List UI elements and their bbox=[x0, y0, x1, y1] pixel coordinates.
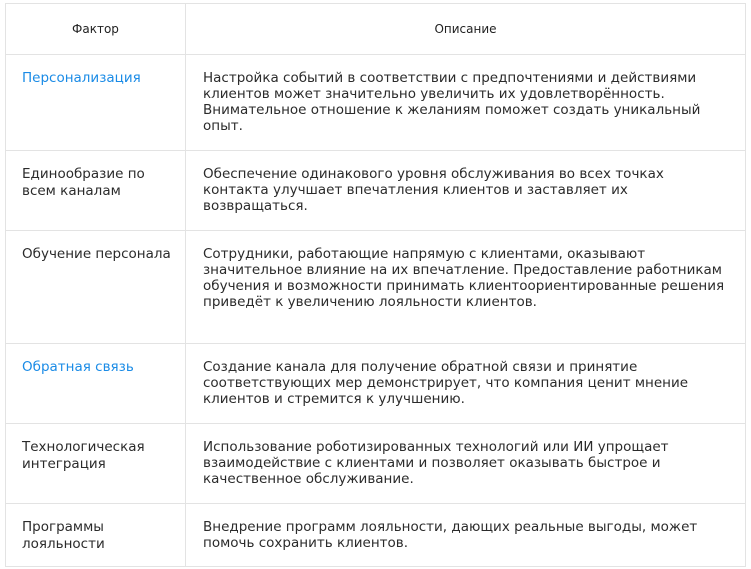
table-header-row bbox=[6, 4, 746, 55]
factors-table bbox=[5, 3, 746, 567]
description-cell: Создание канала для получение обратной связи и принятие соответствующих мер демонстрирует, что компания ценит мнение клиентов и стремится к улучшению. bbox=[186, 344, 746, 424]
table-row bbox=[6, 151, 746, 231]
description-cell: Обеспечение одинакового уровня обслуживания во всех точках контакта улучшает впечатления клиентов и заставляет их возвращаться. bbox=[186, 151, 746, 231]
table-row bbox=[6, 424, 746, 504]
header-description: Описание bbox=[186, 4, 746, 55]
factor-link-personalization[interactable]: Персонализация bbox=[6, 55, 186, 151]
header-factor: Фактор bbox=[6, 4, 186, 55]
factor-cell: Технологическая интеграция bbox=[6, 424, 186, 504]
table-row bbox=[6, 55, 746, 151]
factor-cell: Программы лояльности bbox=[6, 504, 186, 567]
factor-cell: Единообразие по всем каналам bbox=[6, 151, 186, 231]
description-cell: Использование роботизированных технологий или ИИ упрощает взаимодействие с клиентами и позволяет оказывать быстрое и качественное обслуживание. bbox=[186, 424, 746, 504]
factor-link-feedback[interactable]: Обратная связь bbox=[6, 344, 186, 424]
description-cell: Настройка событий в соответствии с предпочтениями и действиями клиентов может значительно увеличить их удовлетворённость. Внимательное отношение к желаниям поможет создать уникальный опыт. bbox=[186, 55, 746, 151]
factor-cell: Обучение персонала bbox=[6, 231, 186, 344]
description-cell: Внедрение программ лояльности, дающих реальные выгоды, может помочь сохранить клиентов. bbox=[186, 504, 746, 567]
table-row bbox=[6, 344, 746, 424]
table-row bbox=[6, 504, 746, 567]
table-row bbox=[6, 231, 746, 344]
description-cell: Сотрудники, работающие напрямую с клиентами, оказывают значительное влияние на их впечатление. Предоставление работникам обучения и возможности принимать клиентоориентированные решения приведёт к увеличению лояльности клиентов. bbox=[186, 231, 746, 344]
